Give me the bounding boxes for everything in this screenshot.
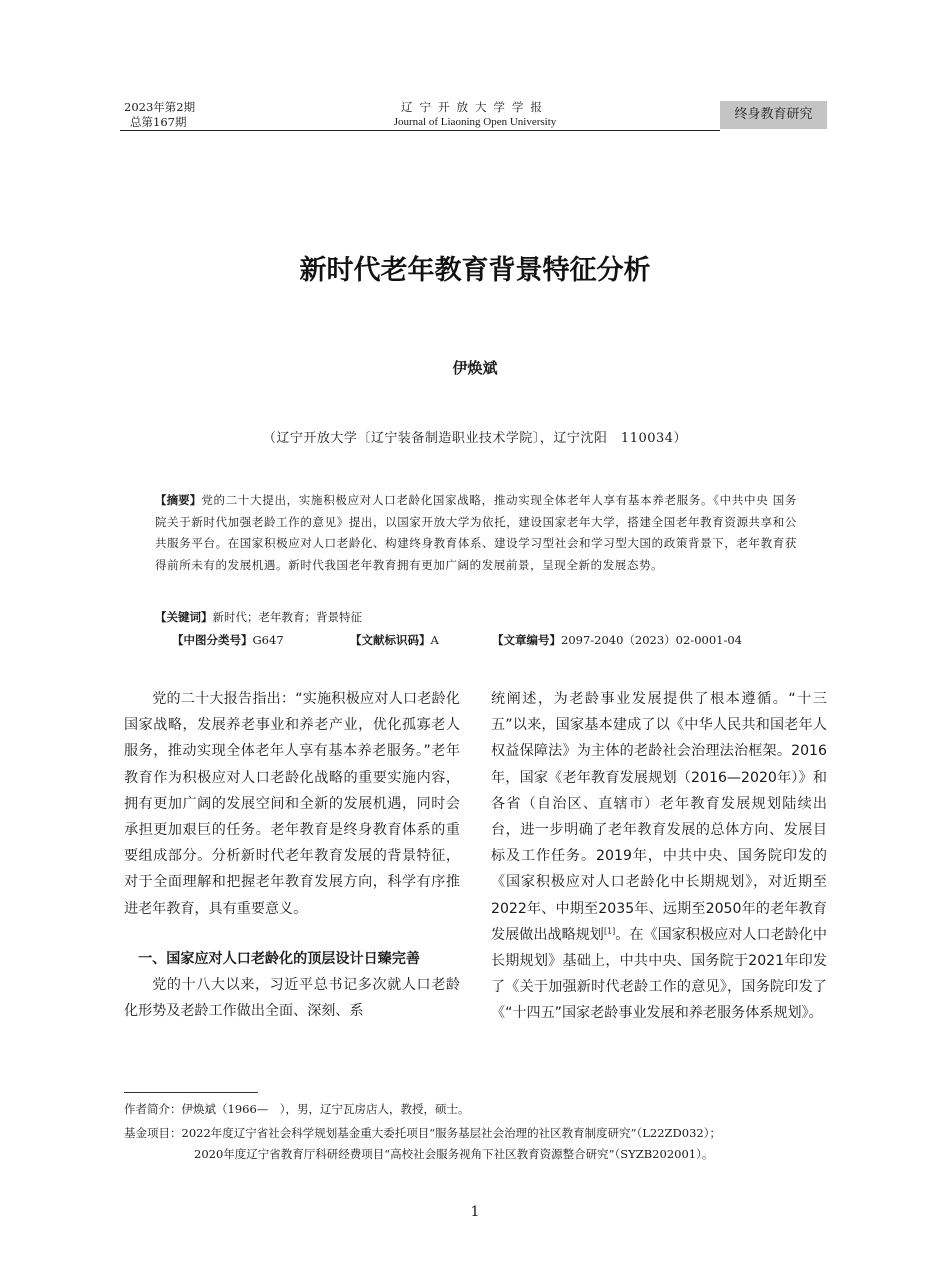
author-name: 伊焕斌 — [452, 359, 498, 377]
keywords — [155, 607, 362, 627]
abstract-label: 【摘要】 — [155, 493, 202, 507]
body-text: 。在《国家积极应对人口老龄化中长期规划》基础上，中共中央、国务院于2021年印发了《关于加强新时代老龄工作的意见》，国务院印发了《“十四五”国家老龄事业发展和养老服务体系规划》。 — [491, 926, 828, 1022]
abstract-text: 党的二十大提出，实施积极应对人口老龄化国家战略，推动实现全体老年人享有基本养老服务。《中共中央 国务院关于新时代加强老龄工作的意见》提出，以国家开放大学为依托，建设国家老年大学，搭建全国老年教育资源共享和公共服务平台。在国家积极应对人口老龄化、构建终身教育体系、建设学习型社会和学习型大国的政策背景下，老年教育获得前所未有的发展机遇。新时代我国老年教育拥有更加广阔的发展前景，呈现全新的发展态势。 — [155, 493, 798, 572]
journal-name-en: Journal of Liaoning Open University — [393, 116, 557, 128]
header-rule — [120, 130, 720, 131]
body-text: 统阐述，为老龄事业发展提供了根本遵循。“十三五”以来，国家基本建成了以《中华人民共和国老年人权益保障法》为主体的老龄社会治理法治框架。2016年，国家《老年教育发展规划（2016—2020年）》和各省（自治区、直辖市）老年教育发展规划陆续出台，进一步明确了老年教育发展的总体方向、发展目标及工作任务。2019年，中共中央、国务院印发的《国家积极应对人口老龄化中长期规划》，对近期至2022年、中期至2035年、远期至2050年的老年教育发展做出战略规划 — [491, 691, 827, 943]
clc-label: 【中图分类号】 — [172, 633, 253, 647]
keywords-text: 新时代；老年教育；背景特征 — [212, 610, 362, 624]
body-column-left — [124, 686, 460, 1024]
article-number — [492, 630, 742, 650]
body-paragraph: 党的二十大报告指出：“实施积极应对人口老龄化国家战略，发展养老事业和养老产业，优化孤寡老人服务，推动实现全体老年人享有基本养老服务。”老年教育作为积极应对人口老龄化战略的重要实施内容，拥有更加广阔的发展空间和全新的发展机遇，同时会承担更加艰巨的任务。老年教育是终身教育体系的重要组成部分。分析新时代老年教育发展的背景特征，对于全面理解和把握老年教育发展方向，科学有序推进老年教育，具有重要意义。 — [124, 691, 460, 917]
author-bio-footnote: 作者简介：伊焕斌（1966— ），男，辽宁瓦房店人，教授，硕士。 — [124, 1102, 470, 1116]
issue-info — [124, 100, 195, 130]
article-title: 新时代老年教育背景特征分析 — [299, 255, 651, 286]
fund-footnote-1: 基金项目：2022年度辽宁省社会科学规划基金重大委托项目“服务基层社会治理的社区教育制度研究”（L22ZD032）； — [124, 1126, 721, 1140]
clc-value: G647 — [252, 633, 284, 647]
section-label: 终身教育研究 — [720, 101, 827, 129]
document-code — [350, 630, 439, 650]
fund-footnote-2: 2020年度辽宁省教育厅科研经费项目“高校社会服务视角下社区教育资源整合研究”（SYZB202001）。 — [194, 1147, 714, 1161]
reference-citation[interactable]: [1] — [603, 926, 616, 936]
journal-name-cn: 辽宁开放大学学报 — [401, 100, 549, 114]
doc-code-label: 【文献标识码】 — [350, 633, 431, 647]
author-affiliation: （辽宁开放大学〔辽宁装备制造职业技术学院〕，辽宁沈阳 110034） — [262, 431, 688, 446]
article-number-value: 2097-2040（2023）02-0001-04 — [561, 633, 742, 647]
abstract — [155, 490, 797, 576]
footnote-rule — [124, 1092, 258, 1093]
keywords-label: 【关键词】 — [155, 610, 213, 624]
issue-number: 2023年第2期 — [124, 100, 196, 114]
body-paragraph: 党的十八大以来，习近平总书记多次就人口老龄化形势及老龄工作做出全面、深刻、系 — [124, 977, 460, 1020]
doc-code-value: A — [430, 633, 439, 647]
body-column-right — [491, 686, 827, 1027]
page-number: 1 — [470, 1204, 480, 1220]
article-number-label: 【文章编号】 — [492, 633, 561, 647]
journal-header — [330, 100, 620, 130]
issue-total: 总第167期 — [130, 115, 187, 129]
clc-number — [172, 630, 284, 650]
section-heading: 一、国家应对人口老龄化的顶层设计日臻完善 — [138, 950, 420, 967]
body-paragraph — [491, 686, 827, 1027]
